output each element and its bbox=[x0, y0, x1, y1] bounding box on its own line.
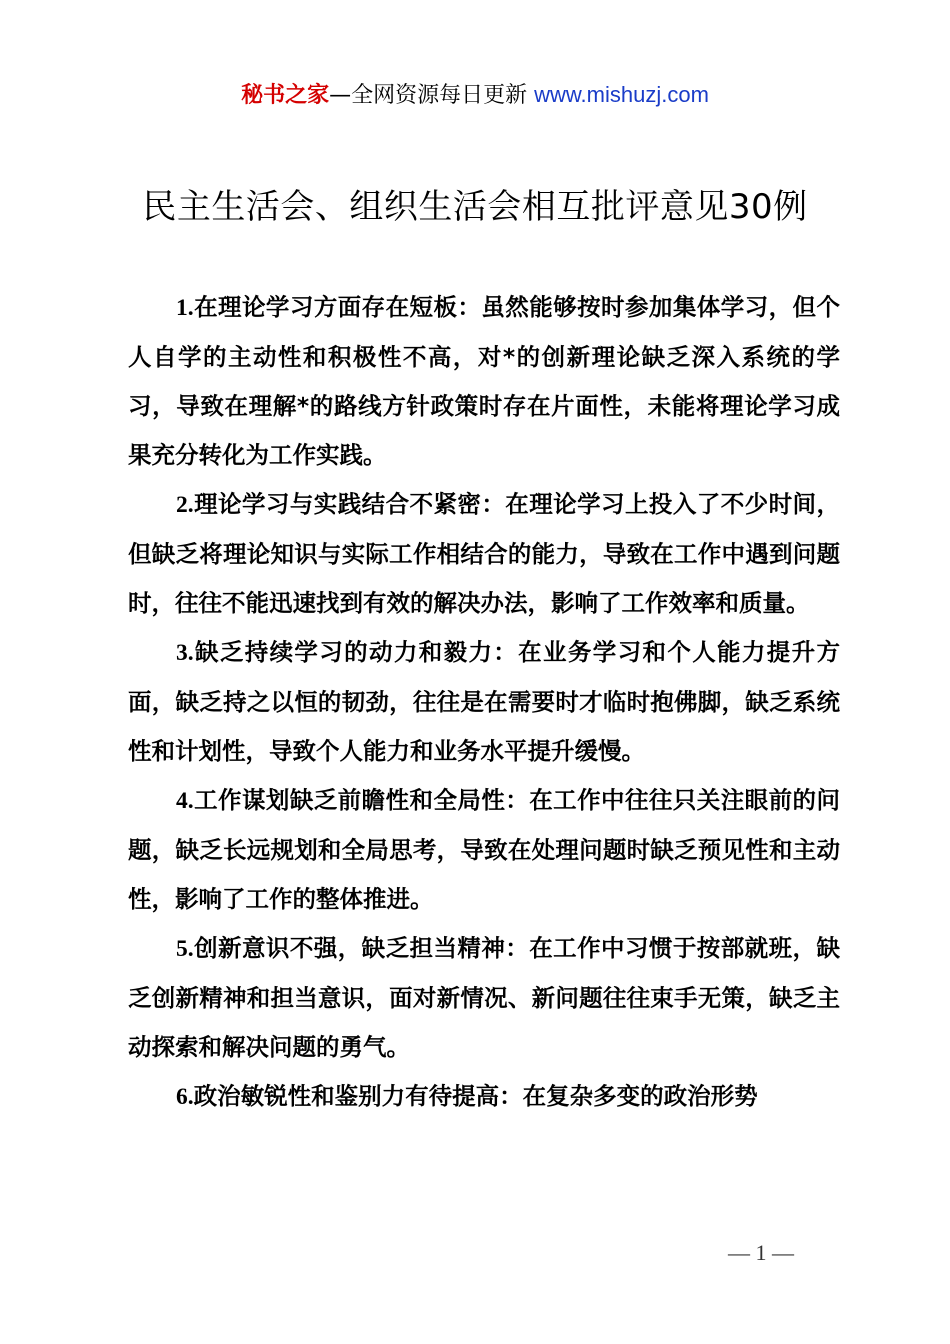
paragraph-text: 理论学习与实践结合不紧密：在理论学习上投入了不少时间，但缺乏将理论知识与实际工作相结合的能力，导致在工作中遇到问题时，往往不能迅速找到有效的解决办法，影响了工作效率和质量。 bbox=[128, 490, 840, 617]
site-url[interactable]: www.mishuzj.com bbox=[534, 82, 709, 107]
paragraph-number: 5. bbox=[176, 936, 194, 962]
paragraph-2 bbox=[128, 480, 840, 628]
paragraph-text: 创新意识不强，缺乏担当精神：在工作中习惯于按部就班，缺乏创新精神和担当意识，面对新情况、新问题往往束手无策，缺乏主动探索和解决问题的勇气。 bbox=[128, 934, 840, 1061]
paragraph-number: 6. bbox=[176, 1084, 194, 1110]
paragraph-number: 2. bbox=[176, 492, 194, 518]
paragraph-number: 1. bbox=[176, 295, 194, 321]
page-number: — 1 — bbox=[728, 1240, 794, 1265]
paragraph-text: 政治敏锐性和鉴别力有待提高：在复杂多变的政治形势 bbox=[193, 1082, 758, 1110]
paragraph-number: 3. bbox=[176, 640, 194, 666]
paragraph-6 bbox=[128, 1072, 840, 1122]
document-title: 民主生活会、组织生活会相互批评意见30例 bbox=[142, 187, 808, 227]
paragraph-1 bbox=[128, 283, 840, 480]
brand-name: 秘书之家 bbox=[241, 83, 330, 108]
paragraph-text: 在理论学习方面存在短板：虽然能够按时参加集体学习，但个人自学的主动性和积极性不高，对*的创新理论缺乏深入系统的学习，导致在理解*的路线方针政策时存在片面性，未能将理论学习成果充分转化为工作实践。 bbox=[128, 293, 840, 469]
paragraph-3 bbox=[128, 628, 840, 776]
paragraph-5 bbox=[128, 924, 840, 1072]
paragraph-number: 4. bbox=[176, 788, 194, 814]
header-tagline: —全网资源每日更新 bbox=[329, 83, 535, 108]
paragraph-text: 工作谋划缺乏前瞻性和全局性：在工作中往往只关注眼前的问题，缺乏长远规划和全局思考，导致在处理问题时缺乏预见性和主动性，影响了工作的整体推进。 bbox=[128, 786, 840, 913]
paragraph-text: 缺乏持续学习的动力和毅力：在业务学习和个人能力提升方面，缺乏持之以恒的韧劲，往往是在需要时才临时抱佛脚，缺乏系统性和计划性，导致个人能力和业务水平提升缓慢。 bbox=[128, 638, 840, 765]
paragraph-4 bbox=[128, 776, 840, 924]
site-header bbox=[0, 80, 950, 111]
document-body bbox=[128, 283, 840, 1122]
